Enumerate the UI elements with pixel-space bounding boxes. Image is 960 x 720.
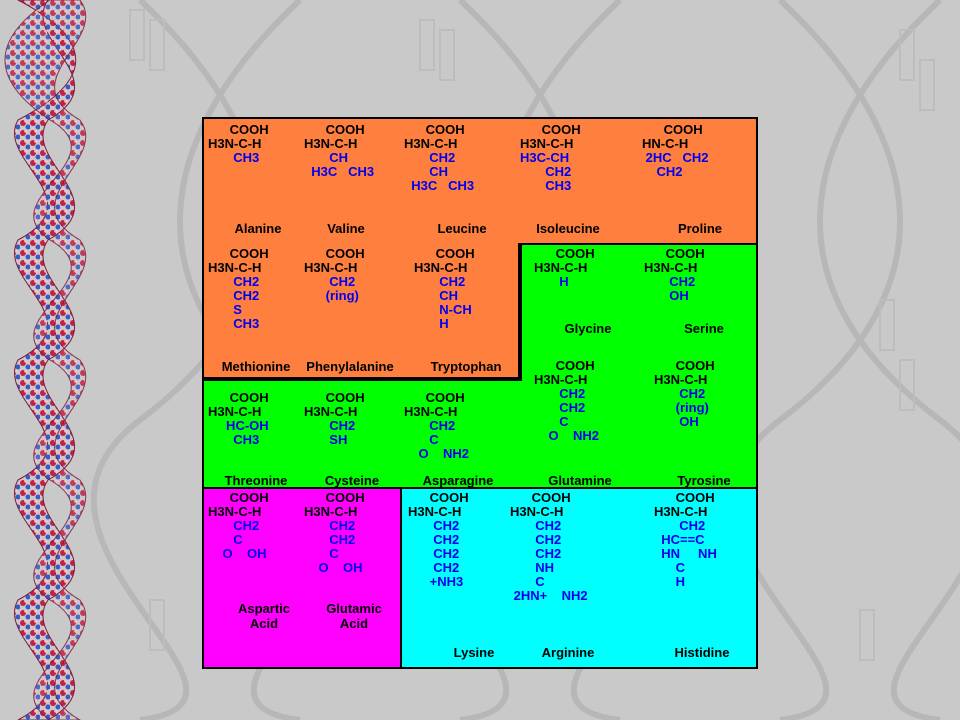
amino-acid-name: Threonine: [224, 473, 288, 488]
side-chain-line: CH2: [534, 386, 586, 401]
amino-acid-name: Asparagine: [422, 473, 494, 488]
side-chain-line: CH2: [208, 518, 260, 533]
backbone-line: COOH: [208, 390, 269, 405]
side-chain-line: S: [208, 302, 242, 317]
side-chain-line: CH2: [404, 150, 456, 165]
side-chain-line: H: [414, 316, 449, 331]
side-chain-line: CH: [304, 150, 349, 165]
dna-helix-strip: [0, 0, 110, 720]
structure-threonine: [208, 391, 269, 447]
backbone-line: H3N-C-H: [644, 260, 698, 275]
amino-acid-name: Glutamic Acid: [326, 601, 382, 631]
side-chain-line: CH2: [304, 532, 356, 547]
amino-acid-name: Alanine: [234, 221, 282, 236]
structure-arginine: [510, 491, 588, 603]
side-chain-line: H3C CH3: [404, 178, 475, 193]
side-chain-line: CH3: [208, 316, 260, 331]
backbone-line: COOH: [534, 358, 595, 373]
side-chain-line: H3C-CH: [520, 150, 570, 165]
structure-cysteine: [304, 391, 365, 447]
structure-glutamic-acid: [304, 491, 365, 575]
structure-histidine: [654, 491, 717, 589]
amino-acid-name: Methionine: [221, 359, 291, 374]
side-chain-line: 2HN+ NH2: [510, 588, 588, 603]
side-chain-line: CH2: [404, 418, 456, 433]
backbone-line: H3N-C-H: [304, 136, 358, 151]
side-chain-line: CH2: [304, 274, 356, 289]
side-chain-line: CH2: [510, 518, 562, 533]
side-chain-line: CH3: [208, 432, 260, 447]
backbone-line: H3N-C-H: [520, 136, 574, 151]
side-chain-line: CH2: [654, 386, 706, 401]
side-chain-line: CH2: [304, 518, 356, 533]
amino-acid-name: Leucine: [437, 221, 487, 236]
side-chain-line: SH: [304, 432, 348, 447]
backbone-line: H3N-C-H: [534, 372, 588, 387]
amino-acid-name: Isoleucine: [536, 221, 600, 236]
amino-acid-name: Phenylalanine: [306, 359, 394, 374]
backbone-line: H3N-C-H: [208, 260, 262, 275]
amino-acid-name: Glutamine: [548, 473, 612, 488]
backbone-line: COOH: [408, 490, 469, 505]
structure-aspartic-acid: [208, 491, 269, 561]
side-chain-line: HC-OH: [208, 418, 269, 433]
side-chain-line: C: [510, 574, 545, 589]
side-chain-line: CH2: [644, 274, 696, 289]
backbone-line: H3N-C-H: [414, 260, 468, 275]
side-chain-line: HN NH: [654, 546, 717, 561]
side-chain-line: CH3: [520, 178, 572, 193]
side-chain-line: O OH: [304, 560, 363, 575]
structure-tyrosine: [654, 359, 715, 429]
backbone-line: COOH: [510, 490, 571, 505]
side-chain-line: C: [404, 432, 439, 447]
backbone-line: H3N-C-H: [304, 260, 358, 275]
amino-acid-name: Tyrosine: [677, 473, 731, 488]
backbone-line: H3N-C-H: [404, 136, 458, 151]
backbone-line: H3N-C-H: [208, 504, 262, 519]
amino-acid-name: Cysteine: [324, 473, 380, 488]
backbone-line: H3N-C-H: [304, 404, 358, 419]
side-chain-line: CH2: [408, 546, 460, 561]
backbone-line: H3N-C-H: [404, 404, 458, 419]
side-chain-line: NH: [510, 560, 555, 575]
amino-acid-name: Glycine: [564, 321, 612, 336]
side-chain-line: H: [534, 274, 569, 289]
structure-serine: [644, 247, 705, 303]
amino-acid-name: Aspartic Acid: [237, 601, 291, 631]
side-chain-line: C: [654, 560, 686, 575]
structure-valine: [304, 123, 374, 179]
backbone-line: H3N-C-H: [510, 504, 564, 519]
structure-glutamine: [534, 359, 599, 443]
side-chain-line: OH: [654, 414, 699, 429]
backbone-line: H3N-C-H: [208, 136, 262, 151]
backbone-line: COOH: [644, 246, 705, 261]
side-chain-line: O NH2: [534, 428, 600, 443]
backbone-line: COOH: [414, 246, 475, 261]
side-chain-line: CH2: [208, 288, 260, 303]
side-chain-line: CH2: [408, 560, 460, 575]
backbone-line: H3N-C-H: [654, 504, 708, 519]
side-chain-line: CH: [404, 164, 449, 179]
side-chain-line: 2HC CH2: [642, 150, 709, 165]
backbone-line: COOH: [404, 122, 465, 137]
backbone-line: COOH: [654, 358, 715, 373]
backbone-line: COOH: [654, 490, 715, 505]
side-chain-line: CH2: [408, 518, 460, 533]
side-chain-line: (ring): [304, 288, 359, 303]
amino-acid-name: Proline: [677, 221, 723, 236]
backbone-line: H3N-C-H: [304, 504, 358, 519]
backbone-line: COOH: [304, 490, 365, 505]
amino-acid-name: Arginine: [541, 645, 595, 660]
backbone-line: COOH: [520, 122, 581, 137]
amino-acid-name: Serine: [684, 321, 724, 336]
structure-lysine: [408, 491, 469, 589]
backbone-line: H3N-C-H: [208, 404, 262, 419]
side-chain-line: C: [208, 532, 243, 547]
side-chain-line: CH2: [208, 274, 260, 289]
amino-acid-name: Tryptophan: [430, 359, 502, 374]
backbone-line: COOH: [404, 390, 465, 405]
backbone-line: COOH: [304, 390, 365, 405]
side-chain-line: CH2: [534, 400, 586, 415]
backbone-line: HN-C-H: [642, 136, 689, 151]
side-chain-line: HC==C: [654, 532, 705, 547]
backbone-line: COOH: [208, 122, 269, 137]
side-chain-line: C: [534, 414, 569, 429]
side-chain-line: O OH: [208, 546, 267, 561]
structure-glycine: [534, 247, 595, 289]
amino-acid-name: Histidine: [674, 645, 730, 660]
amino-acid-name: Lysine: [453, 645, 495, 660]
structure-methionine: [208, 247, 269, 331]
backbone-line: COOH: [642, 122, 703, 137]
side-chain-line: CH: [414, 288, 459, 303]
backbone-line: COOH: [208, 490, 269, 505]
side-chain-line: O NH2: [404, 446, 470, 461]
structure-asparagine: [404, 391, 469, 461]
side-chain-line: CH3: [208, 150, 260, 165]
backbone-line: H3N-C-H: [534, 260, 588, 275]
side-chain-line: +NH3: [408, 574, 464, 589]
backbone-line: COOH: [208, 246, 269, 261]
backbone-line: COOH: [304, 246, 365, 261]
backbone-line: H3N-C-H: [654, 372, 708, 387]
side-chain-line: H: [654, 574, 686, 589]
side-chain-line: CH2: [408, 532, 460, 547]
side-chain-line: OH: [644, 288, 689, 303]
amino-acid-chart: [202, 117, 758, 669]
side-chain-line: H3C CH3: [304, 164, 375, 179]
backbone-line: H3N-C-H: [408, 504, 462, 519]
structure-leucine: [404, 123, 474, 193]
side-chain-line: CH2: [520, 164, 572, 179]
side-chain-line: C: [304, 546, 339, 561]
structure-alanine: [208, 123, 269, 165]
backbone-line: COOH: [304, 122, 365, 137]
structure-isoleucine: [520, 123, 581, 193]
side-chain-line: CH2: [414, 274, 466, 289]
side-chain-line: CH2: [304, 418, 356, 433]
structure-tryptophan: [414, 247, 475, 331]
amino-acid-name: Valine: [327, 221, 365, 236]
side-chain-line: CH2: [642, 164, 683, 179]
side-chain-line: CH2: [510, 532, 562, 547]
structure-proline: [642, 123, 708, 179]
backbone-line: COOH: [534, 246, 595, 261]
side-chain-line: (ring): [654, 400, 709, 415]
structure-phenylalanine: [304, 247, 365, 303]
side-chain-line: N-CH: [414, 302, 472, 317]
side-chain-line: CH2: [654, 518, 706, 533]
side-chain-line: CH2: [510, 546, 562, 561]
